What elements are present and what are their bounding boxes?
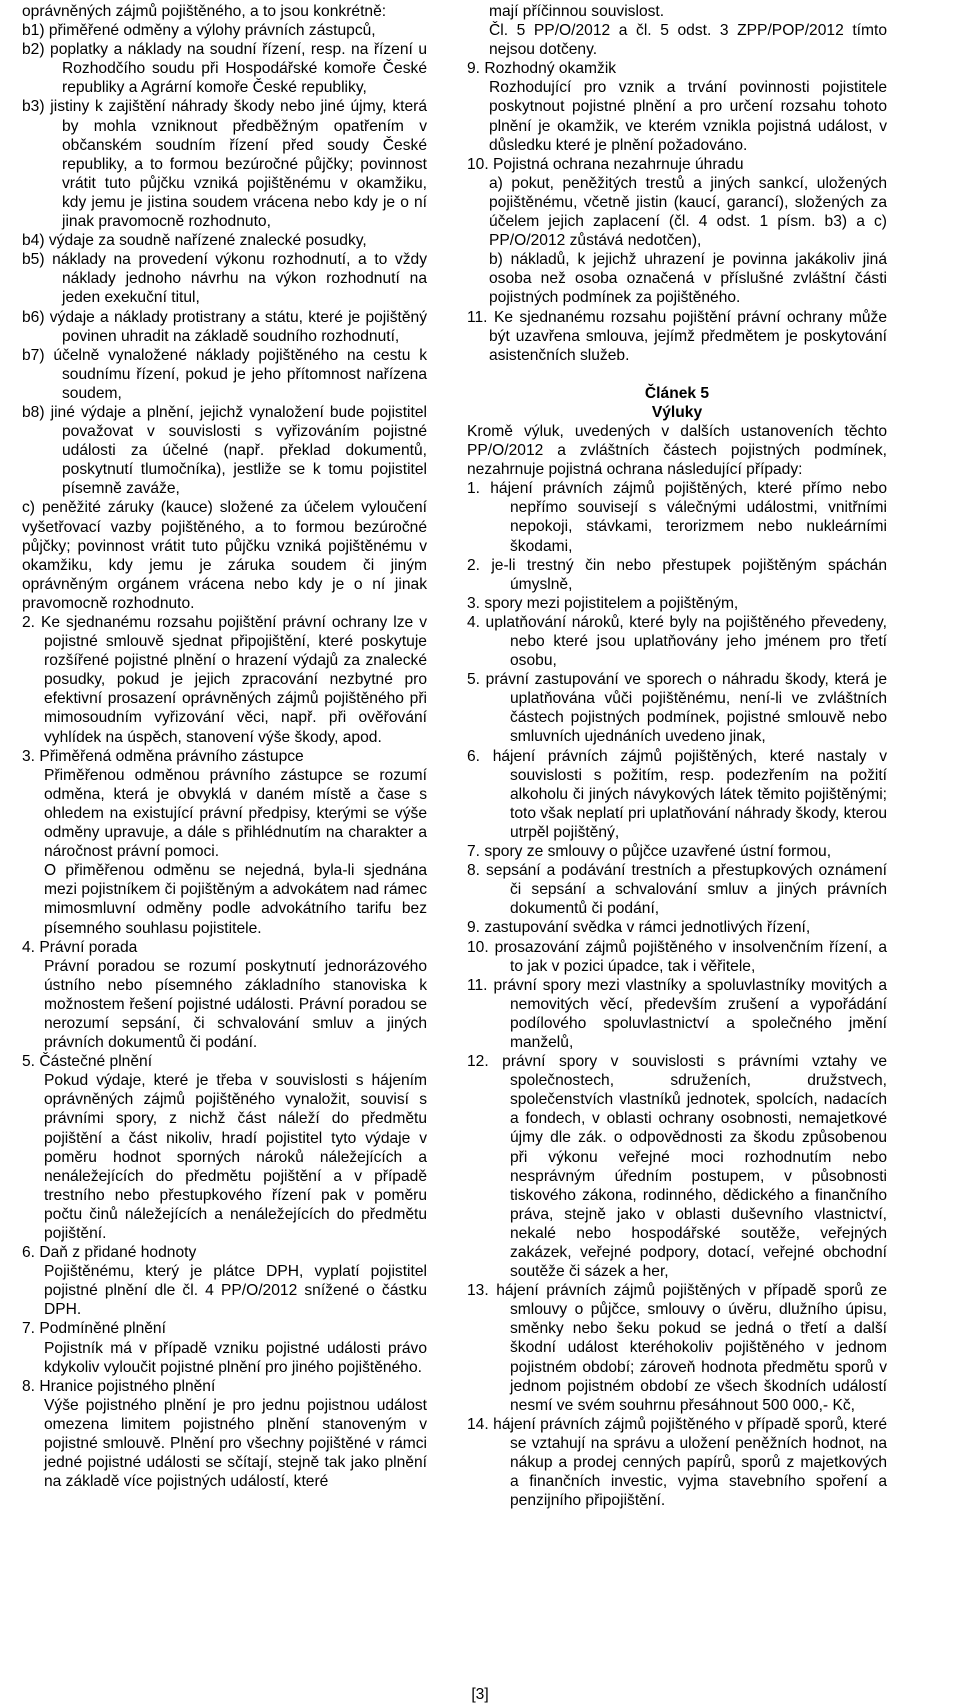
right-paragraph: 11. Ke sjednanému rozsahu pojištění právní ochrany může být uzavřena smlouva, jejímž předmětem je poskytování asistenčních služeb. [467, 308, 887, 364]
right-paragraph: 12. právní spory v souvislosti s právními vztahy ve společnostech, sdruženích, družstvech, společenstvích vlastníků jednotek, spolcích, nadacích a fondech, v oblasti ochrany osobnosti, nemajetkové újmy dle zák. o odpovědnosti za škodu způsobenou při výkonu veřejné moci rozhodnutím nebo nesprávným úředním postupem, v působnosti tiskového zákona, rodinného, dědického a finančního práva, stejně jako v oblasti duševního vlastnictví, nekalé nebo hospodářské soutěže, veřejných zakázek, veřejné podpory, dotací, veřejné obchodní soutěže či sázek a her, [467, 1053, 887, 1281]
left-paragraph: Výše pojistného plnění je pro jednu pojistnou událost omezena limitem pojistného plnění stanoveným v pojistné smlouvě. Plnění pro všechny pojištěné v rámci jedné pojistné události se sčítají, stejně tak jako plnění na základě více pojistných událostí, které [44, 1396, 427, 1491]
right-paragraph: 10. Pojistná ochrana nezahrnuje úhradu [467, 155, 744, 173]
left-paragraph: b5) náklady na provedení výkonu rozhodnutí, a to vždy náklady jednoho návrhu na výkon rozhodnutí na jeden exekuční titul, [22, 251, 427, 307]
left-paragraph: 4. Právní porada [22, 938, 138, 956]
left-paragraph: b2) poplatky a náklady na soudní řízení, resp. na řízení u Rozhodčího soudu při Hospodářské komoře České republiky a Agrární komoře České republiky, [22, 41, 427, 97]
right-paragraph: 13. hájení právních zájmů pojištěných v případě sporů ze smlouvy o půjčce, smlouvy o úvěru, dlužního úpisu, směnky nebo šeku pokud se jedná o třetí a další škodní událost kteréhokoliv pojištěného v jednom pojistném období; zároveň hodnota předmětu sporů v jednom pojistném období ze všech škodních událostí nesmí ve svém souhrnu přesáhnout 500 000,- Kč, [467, 1282, 887, 1414]
right-column [467, 2, 887, 1510]
right-paragraph: a) pokut, peněžitých trestů a jiných sankcí, uložených pojištěnému, včetně jistin (kaucí, garancí), složených za účelem jejich zaplacení (čl. 4 odst. 1 písm. b3) a c) PP/O/2012 zůstává nedotčen), [489, 174, 887, 250]
right-paragraph: 8. sepsání a podávání trestních a přestupkových oznámení či sepsání a schvalování smluv a jiných právních dokumentů či podání, [467, 862, 887, 918]
left-paragraph: b3) jistiny k zajištění náhrady škody nebo jiné újmy, která by mohla vzniknout předběžným opatřením v občanském soudním řízení před soudy České republiky, a to formou bezúročné půjčky; povinnost vrátit tuto půjčku vzniká pojištěnému v okamžiku, kdy jemu je jistina soudem vrácena nebo kdy je o ní jinak pravomocně rozhodnuto, [22, 98, 427, 231]
right-paragraph: 6. hájení právních zájmů pojištěných, které nastaly v souvislosti s požitím, resp. podezřením na požití alkoholu či jiných návykových látek těmito pojištěnými; toto však neplatí pri uplatňování náhrady škody, kterou utrpěl pojištěný, [467, 747, 887, 841]
right-paragraph: 7. spory ze smlouvy o půjčce uzavřené ústní formou, [467, 843, 832, 861]
left-paragraph: Právní poradou se rozumí poskytnutí jednorázového ústního nebo písemného základního stanoviska k možnostem řešení pojistné události. Právní poradou se nerozumí sepsání, či schvalování smluv a jiných právních dokumentů či podání. [44, 957, 427, 1052]
left-paragraph: Přiměřenou odměnou právního zástupce se rozumí odměna, která je obvyklá v daném místě a čase s ohledem na existující právní předpisy, kterými se výše odměny upravuje, a dále s přihlédnutím na charakter a náročnost právní pomoci. [44, 766, 427, 861]
left-paragraph: 8. Hranice pojistného plnění [22, 1377, 216, 1395]
right-paragraph: 2. je-li trestný čin nebo přestupek pojištěným spáchán úmyslně, [467, 556, 887, 593]
right-paragraph [467, 365, 887, 384]
right-paragraph: Čl. 5 PP/O/2012 a čl. 5 odst. 3 ZPP/POP/2012 tímto nejsou dotčeny. [489, 22, 887, 59]
left-paragraph: 7. Podmíněné plnění [22, 1320, 166, 1338]
left-paragraph: 6. Daň z přidané hodnoty [22, 1244, 197, 1262]
right-paragraph: 1. hájení právních zájmů pojištěných, které přímo nebo nepřímo souvisejí s válečnými událostmi, vnitřními nepokoji, stávkami, terorizmem nebo nukleárními škodami, [467, 480, 887, 555]
left-paragraph: b1) přiměřené odměny a výlohy právních zástupců, [22, 22, 376, 40]
left-paragraph: O přiměřenou odměnu se nejedná, byla-li sjednána mezi pojistníkem či pojištěným a advokátem nad rámec mimosmluvní odměny podle advokátního tarifu bez písemného souhlasu pojistitele. [44, 862, 427, 937]
left-paragraph: c) peněžité záruky (kauce) složené za účelem vyloučení vyšetřovací vazby pojištěného, a to formou bezúročné půjčky; povinnost vrátit tuto půjčku vzniká pojištěnému v okamžiku, kdy jemu je záruka soudem či jiným oprávněným orgánem vrácena nebo kdy je o ní jinak pravomocně rozhodnuto. [22, 499, 427, 612]
right-paragraph: Rozhodující pro vznik a trvání povinnosti pojistitele poskytnout pojistné plnění a pro určení rozsahu tohoto plnění je okamžik, ve kterém vznikla pojistná událost, v důsledku které je plnění požadováno. [489, 79, 887, 154]
right-paragraph: 9. Rozhodný okamžik [467, 60, 617, 78]
left-column [22, 2, 427, 1491]
right-paragraph: 10. prosazování zájmů pojištěného v insolvenčním řízení, a to jak v pozici úpadce, tak i věřitele, [467, 938, 887, 975]
right-paragraph: 4. uplatňování nároků, které byly na pojištěného převedeny, nebo které jsou uplatňovány jeho jménem pro třetí osobu, [467, 613, 887, 670]
right-paragraph: 5. právní zastupování ve sporech o náhradu škody, která je uplatňována vůči pojištěnému, není-li ve zvláštních částech pojistných podmínek, pojistné smlouvě nebo smluvních ujednáních uvedeno jinak, [467, 671, 887, 746]
right-paragraph: Kromě výluk, uvedených v dalších ustanoveních těchto PP/O/2012 a zvláštních částech pojistných podmínek, nezahrnuje pojistná ochrana následující případy: [467, 422, 887, 479]
right-paragraph: 14. hájení právních zájmů pojištěného v případě sporů, které se vztahují na správu a uložení peněžních hodnot, na nákup a prodej cenných papírů, sporů z majetkových a finančních investic, vyjma stavebního spoření a penzijního připojištění. [467, 1415, 887, 1510]
left-paragraph: 2. Ke sjednanému rozsahu pojištění právní ochrany lze v pojistné smlouvě sjednat připojištění, které poskytuje rozšířené pojistné plnění o hrazení výdajů za znalecké posudky, pokud je jejich zpracování nezbytné pro efektivní prosazení oprávněných zájmů pojištěného při mimosoudním vyřizování věci, např. při ověřování vyhlídek na úspěch, stanovení výše škody, apod. [22, 614, 427, 746]
left-paragraph: b7) účelně vynaložené náklady pojištěného na cestu k soudnímu řízení, pokud je jeho přítomnost nařízena soudem, [22, 346, 427, 402]
right-paragraph: Výluky [651, 403, 703, 421]
left-paragraph: Pojištěnému, který je plátce DPH, vyplatí pojistitel pojistné plnění dle čl. 4 PP/O/2012 snížené o částku DPH. [44, 1263, 427, 1319]
left-paragraph: b4) výdaje za soudně nařízené znalecké posudky, [22, 232, 367, 250]
right-paragraph: 3. spory mezi pojistitelem a pojištěným, [467, 594, 739, 612]
right-paragraph: Článek 5 [644, 384, 710, 402]
left-paragraph: b6) výdaje a náklady protistrany a státu, které je pojištěný povinen uhradit na základě soudního rozhodnutí, [22, 308, 427, 345]
left-paragraph: 3. Přiměřená odměna právního zástupce [22, 747, 304, 765]
left-paragraph: 5. Částečné plnění [22, 1053, 153, 1071]
right-paragraph: mají příčinnou souvislost. [489, 3, 665, 20]
right-paragraph: b) nákladů, k jejichž uhrazení je povinna jakákoliv jiná osoba než osoba označená v příslušné zvláštní části pojistných podmínek za pojištěného. [489, 251, 887, 307]
left-paragraph: Pokud výdaje, které je třeba v souvislosti s hájením oprávněných zájmů pojištěného vynaložit, souvisí s právními spory, z nichž část náleží do předmětu pojištění a část nikoliv, hradí pojistitel tyto výdaje v poměru hodnot sporných nároků náležejících a nenáležejících do předmětu pojištění a v případě trestního nebo přestupkového řízení pak v poměru počtu činů náležejících a nenáležejících do předmětu pojištění. [44, 1072, 427, 1242]
right-paragraph: 9. zastupování svědka v rámci jednotlivých řízení, [467, 919, 811, 937]
left-paragraph: Pojistník má v případě vzniku pojistné události právo kdykoliv vyloučit pojistné plnění pro jiného pojištěného. [44, 1339, 427, 1376]
right-paragraph: 11. právní spory mezi vlastníky a spoluvlastníky movitých a nemovitých věcí, především zrušení a vypořádání podílového spoluvlastnictví a společného jmění manželů, [467, 976, 887, 1051]
page-number: [3] [471, 1686, 489, 1703]
left-paragraph: b8) jiné výdaje a plnění, jejichž vynaložení bude pojistitel považovat v souvislosti s vyřizováním pojistné události za účelné (např. překlad dokumentů, poskytnutí tlumočníka), jestliže se k tomu pojistitel písemně zaváže, [22, 403, 427, 498]
left-paragraph: oprávněných zájmů pojištěného, a to jsou konkrétně: [22, 3, 387, 20]
